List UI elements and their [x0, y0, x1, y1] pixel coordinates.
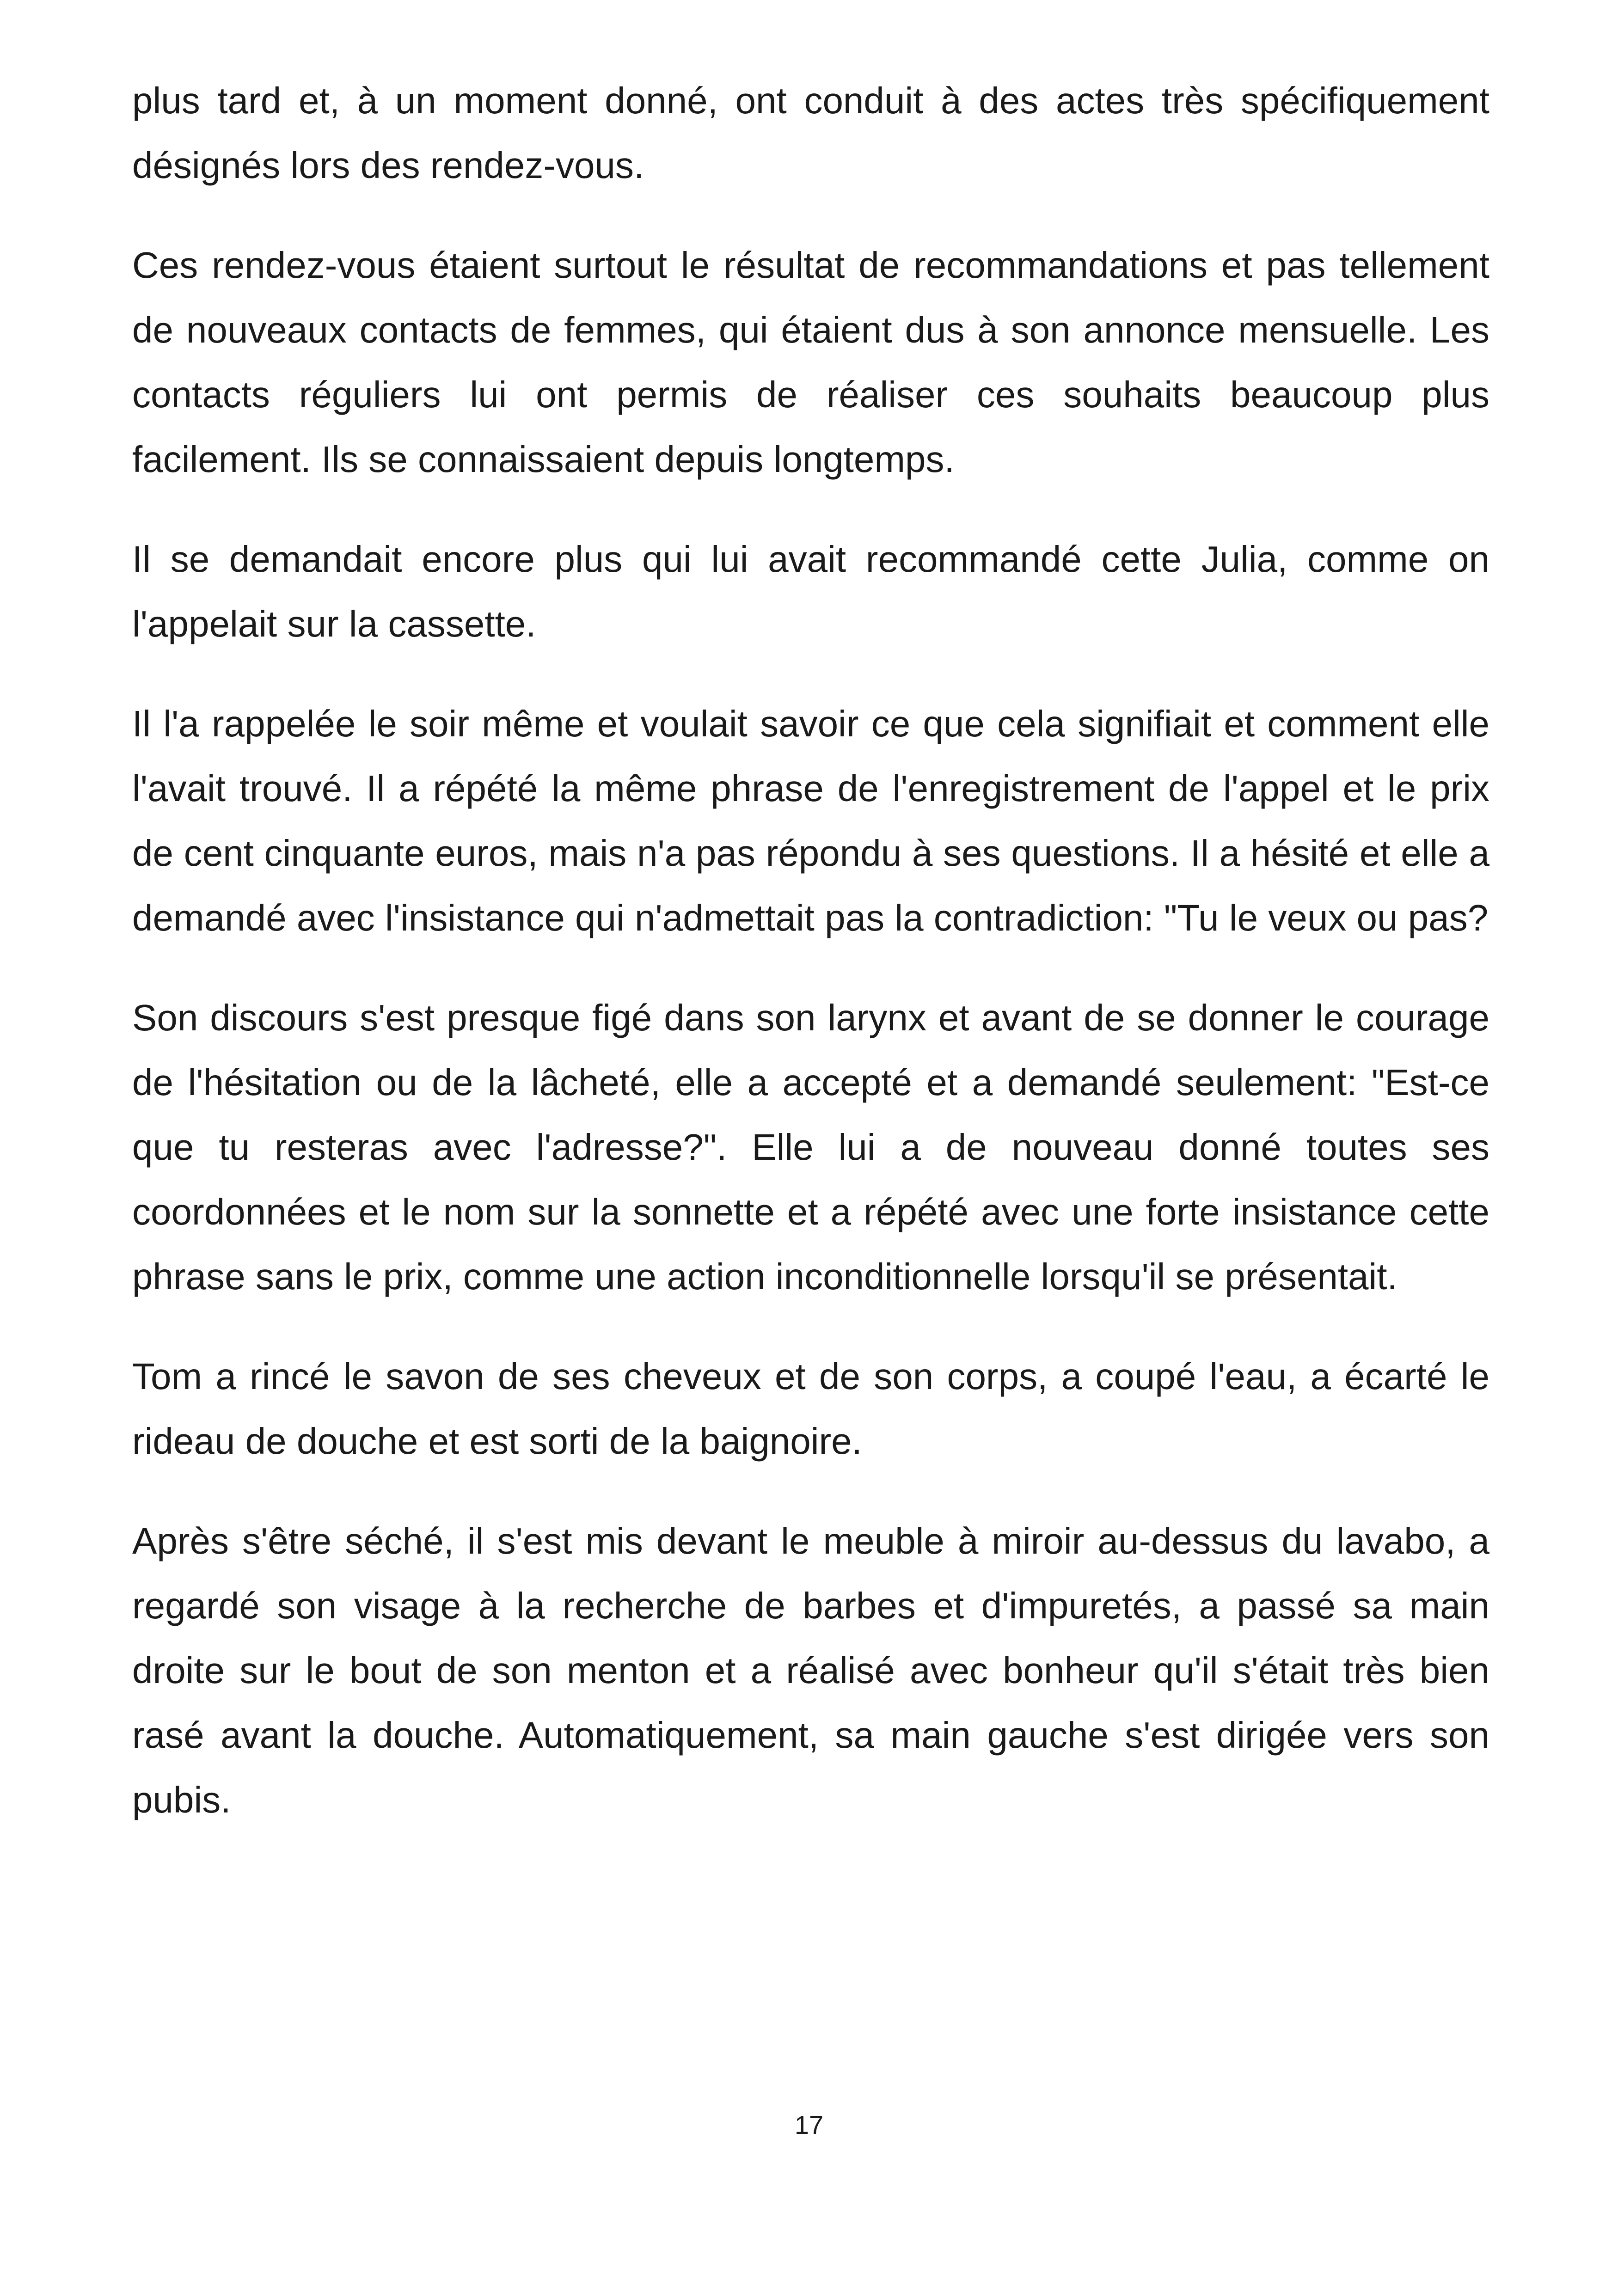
- paragraph-1: plus tard et, à un moment donné, ont conduit à des actes très spécifiquement désignés lors des rendez-vous.: [132, 80, 1489, 186]
- page-number: 17: [794, 2110, 824, 2139]
- paragraph-5: Son discours s'est presque figé dans son larynx et avant de se donner le courage de l'hésitation ou de la lâcheté, elle a accepté et a demandé seulement: "Est-ce que tu resteras avec l'adresse?". Elle lui a de nouveau donné toutes ses coordonnées et le nom sur la sonnette et a répété avec une forte insistance cette phrase sans le prix, comme une action inconditionnelle lorsqu'il se présentait.: [132, 997, 1489, 1297]
- paragraph-7: Après s'être séché, il s'est mis devant le meuble à miroir au-dessus du lavabo, a regardé son visage à la recherche de barbes et d'impuretés, a passé sa main droite sur le bout de son menton et a réalisé avec bonheur qu'il s'était très bien rasé avant la douche. Automatiquement, sa main gauche s'est dirigée vers son pubis.: [132, 1520, 1489, 1820]
- paragraph-3: Il se demandait encore plus qui lui avait recommandé cette Julia, comme on l'appelait sur la cassette.: [132, 539, 1489, 644]
- paragraph-4: Il l'a rappelée le soir même et voulait savoir ce que cela signifiait et comment elle l'avait trouvé. Il a répété la même phrase de l'enregistrement de l'appel et le prix de cent cinquante euros, mais n'a pas répondu à ses questions. Il a hésité et elle a demandé avec l'insistance qui n'admettait pas la contradiction: "Tu le veux ou pas?: [132, 703, 1489, 938]
- body-text: [132, 68, 1489, 1867]
- paragraph-6: Tom a rincé le savon de ses cheveux et de son corps, a coupé l'eau, a écarté le rideau de douche et est sorti de la baignoire.: [132, 1356, 1489, 1462]
- paragraph-2: Ces rendez-vous étaient surtout le résultat de recommandations et pas tellement de nouveaux contacts de femmes, qui étaient dus à son annonce mensuelle. Les contacts réguliers lui ont permis de réaliser ces souhaits beaucoup plus facilement. Ils se connaissaient depuis longtemps.: [132, 245, 1489, 480]
